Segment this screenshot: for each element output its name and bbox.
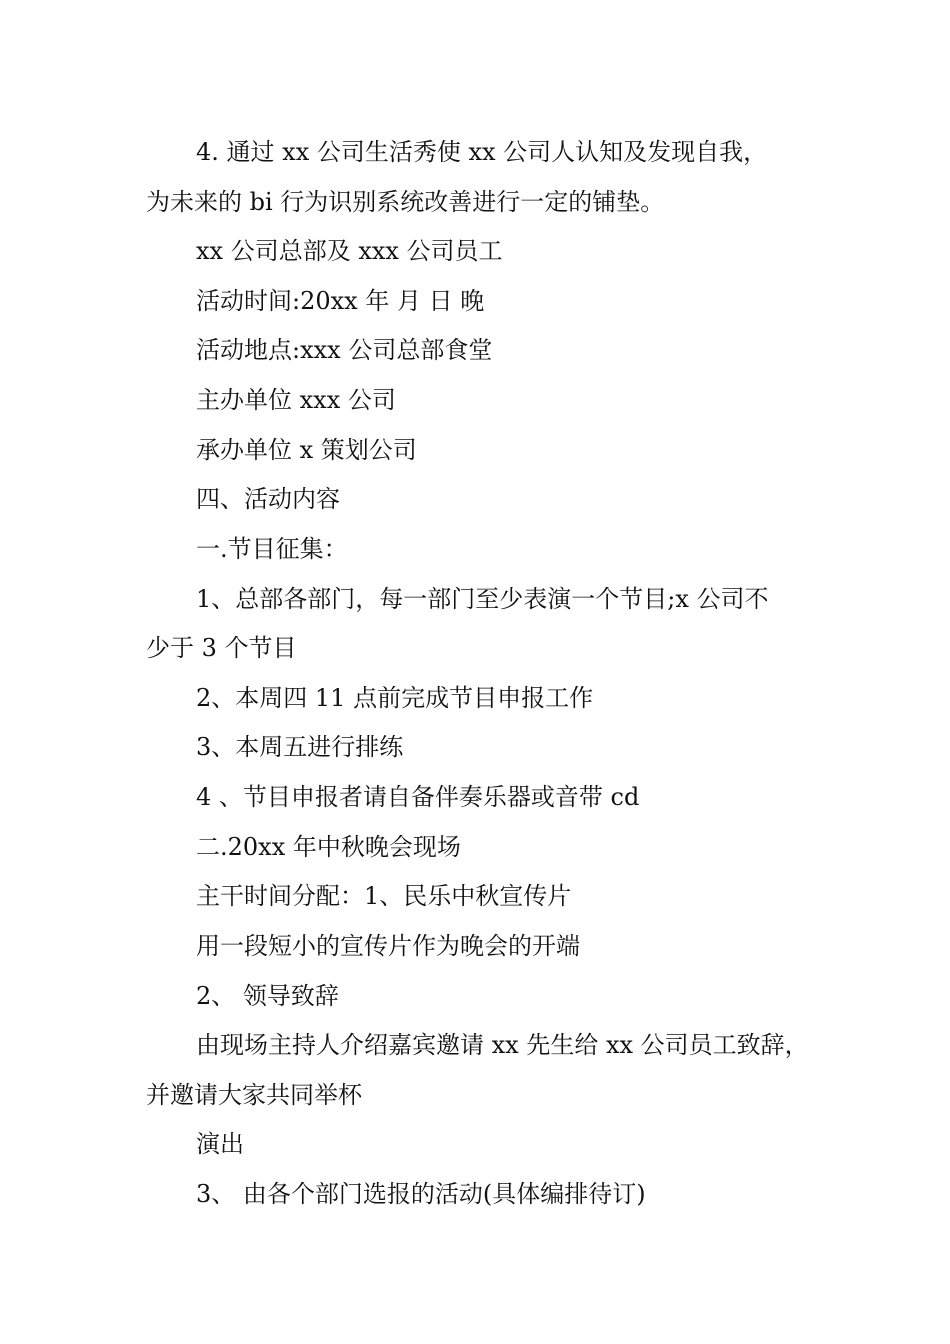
- paragraph-line: xx 公司总部及 xxx 公司员工: [196, 237, 503, 265]
- paragraph-line: 承办单位 x 策划公司: [196, 436, 417, 464]
- list-item: 2、本周四 11 点前完成节目申报工作: [196, 684, 594, 712]
- list-item: 2、 领导致辞: [196, 982, 339, 1010]
- paragraph-line: 4. 通过 xx 公司生活秀使 xx 公司人认知及发现自我，: [196, 138, 768, 166]
- list-item: 3、 由各个部门选报的活动(具体编排待订): [196, 1180, 646, 1208]
- paragraph-line: 由现场主持人介绍嘉宾邀请 xx 先生给 xx 公司员工致辞，: [196, 1031, 809, 1059]
- paragraph-line: 活动地点:xxx 公司总部食堂: [196, 336, 493, 364]
- paragraph-line: 活动时间:20xx 年 月 日 晚: [196, 287, 485, 315]
- paragraph-line: 演出: [196, 1130, 244, 1158]
- paragraph-line: 主办单位 xxx 公司: [196, 386, 396, 414]
- section-heading: 四、活动内容: [196, 485, 340, 513]
- paragraph-line: 主干时间分配：1、民乐中秋宣传片: [196, 882, 572, 910]
- list-item: 3、本周五进行排练: [196, 733, 404, 761]
- list-item: 1、总部各部门，每一部门至少表演一个节目;x 公司不: [196, 585, 769, 613]
- paragraph-line: 用一段短小的宣传片作为晚会的开端: [196, 932, 580, 960]
- paragraph-line: 为未来的 bi 行为识别系统改善进行一定的铺垫。: [146, 188, 665, 216]
- list-item-continuation: 少于 3 个节目: [146, 634, 297, 662]
- subsection-heading: 二.20xx 年中秋晚会现场: [196, 833, 461, 861]
- paragraph-line-continuation: 并邀请大家共同举杯: [146, 1081, 362, 1109]
- list-item: 4 、节目申报者请自备伴奏乐器或音带 cd: [196, 783, 640, 811]
- subsection-heading: 一.节目征集：: [196, 535, 348, 563]
